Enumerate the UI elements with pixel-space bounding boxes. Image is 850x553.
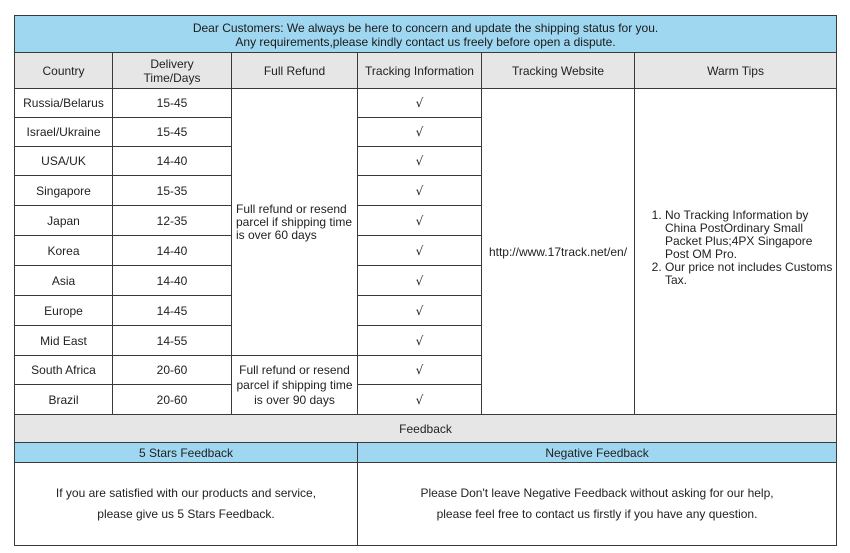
- five-stars-feedback-header: 5 Stars Feedback: [15, 443, 358, 463]
- banner-line-1: Dear Customers: We always be here to concern and update the shipping status for you.: [192, 21, 659, 35]
- tracking-check-icon: √: [358, 89, 482, 118]
- country-cell: Israel/Ukraine: [15, 118, 113, 147]
- refund-90-days-cell: Full refund or resend parcel if shipping time is over 90 days: [232, 356, 358, 415]
- country-cell: Brazil: [15, 385, 113, 415]
- refund-60-days-cell: Full refund or resend parcel if shipping time is over 60 days: [232, 89, 358, 356]
- five-stars-feedback-text: [15, 463, 358, 546]
- country-cell: Asia: [15, 266, 113, 296]
- header-country: Country: [15, 53, 113, 89]
- header-delivery-time: Delivery Time/Days: [113, 53, 232, 89]
- header-warm-tips: Warm Tips: [635, 53, 837, 89]
- delivery-days-cell: 14-40: [113, 266, 232, 296]
- tracking-check-icon: √: [358, 296, 482, 326]
- delivery-days-cell: 14-45: [113, 296, 232, 326]
- delivery-days-cell: 20-60: [113, 356, 232, 385]
- warm-tip-item: 2. Our price not includes Customs Tax.: [665, 261, 836, 287]
- country-cell: Russia/Belarus: [15, 89, 113, 118]
- delivery-days-cell: 15-35: [113, 176, 232, 206]
- negative-line-1: Please Don't leave Negative Feedback without asking for our help,: [420, 486, 774, 500]
- tracking-check-icon: √: [358, 385, 482, 415]
- delivery-days-cell: 14-55: [113, 326, 232, 356]
- country-cell: South Africa: [15, 356, 113, 385]
- tracking-check-icon: √: [358, 356, 482, 385]
- delivery-days-cell: 12-35: [113, 206, 232, 236]
- tracking-check-icon: √: [358, 147, 482, 176]
- country-cell: Mid East: [15, 326, 113, 356]
- warm-tip-item: 1. No Tracking Information by China PostOrdinary Small Packet Plus;4PX Singapore Post OM Pro.: [665, 209, 836, 261]
- country-cell: USA/UK: [15, 147, 113, 176]
- header-full-refund: Full Refund: [232, 53, 358, 89]
- header-tracking-website: Tracking Website: [482, 53, 635, 89]
- table-row: [15, 89, 837, 118]
- positive-line-2: please give us 5 Stars Feedback.: [97, 507, 275, 521]
- tracking-check-icon: √: [358, 236, 482, 266]
- delivery-days-cell: 15-45: [113, 118, 232, 147]
- delivery-days-cell: 20-60: [113, 385, 232, 415]
- notice-banner: [15, 16, 837, 53]
- banner-line-2: Any requirements,please kindly contact us freely before open a dispute.: [235, 35, 616, 49]
- tracking-check-icon: √: [358, 326, 482, 356]
- tracking-check-icon: √: [358, 266, 482, 296]
- feedback-title: Feedback: [15, 415, 837, 443]
- tracking-website-link[interactable]: http://www.17track.net/en/: [482, 89, 635, 415]
- negative-feedback-text: [358, 463, 837, 546]
- negative-line-2: please feel free to contact us firstly if you have any question.: [436, 507, 758, 521]
- positive-line-1: If you are satisfied with our products and service,: [55, 486, 317, 500]
- country-cell: Singapore: [15, 176, 113, 206]
- warm-tips-cell: [635, 89, 837, 415]
- tracking-check-icon: √: [358, 118, 482, 147]
- header-tracking-information: Tracking Information: [358, 53, 482, 89]
- country-cell: Korea: [15, 236, 113, 266]
- shipping-table: [14, 15, 837, 546]
- delivery-days-cell: 14-40: [113, 236, 232, 266]
- warm-tips-list: [635, 209, 836, 287]
- shipping-info-card: [14, 15, 836, 538]
- tracking-check-icon: √: [358, 176, 482, 206]
- tracking-check-icon: √: [358, 206, 482, 236]
- country-cell: Japan: [15, 206, 113, 236]
- country-cell: Europe: [15, 296, 113, 326]
- delivery-days-cell: 14-40: [113, 147, 232, 176]
- negative-feedback-header: Negative Feedback: [358, 443, 837, 463]
- delivery-days-cell: 15-45: [113, 89, 232, 118]
